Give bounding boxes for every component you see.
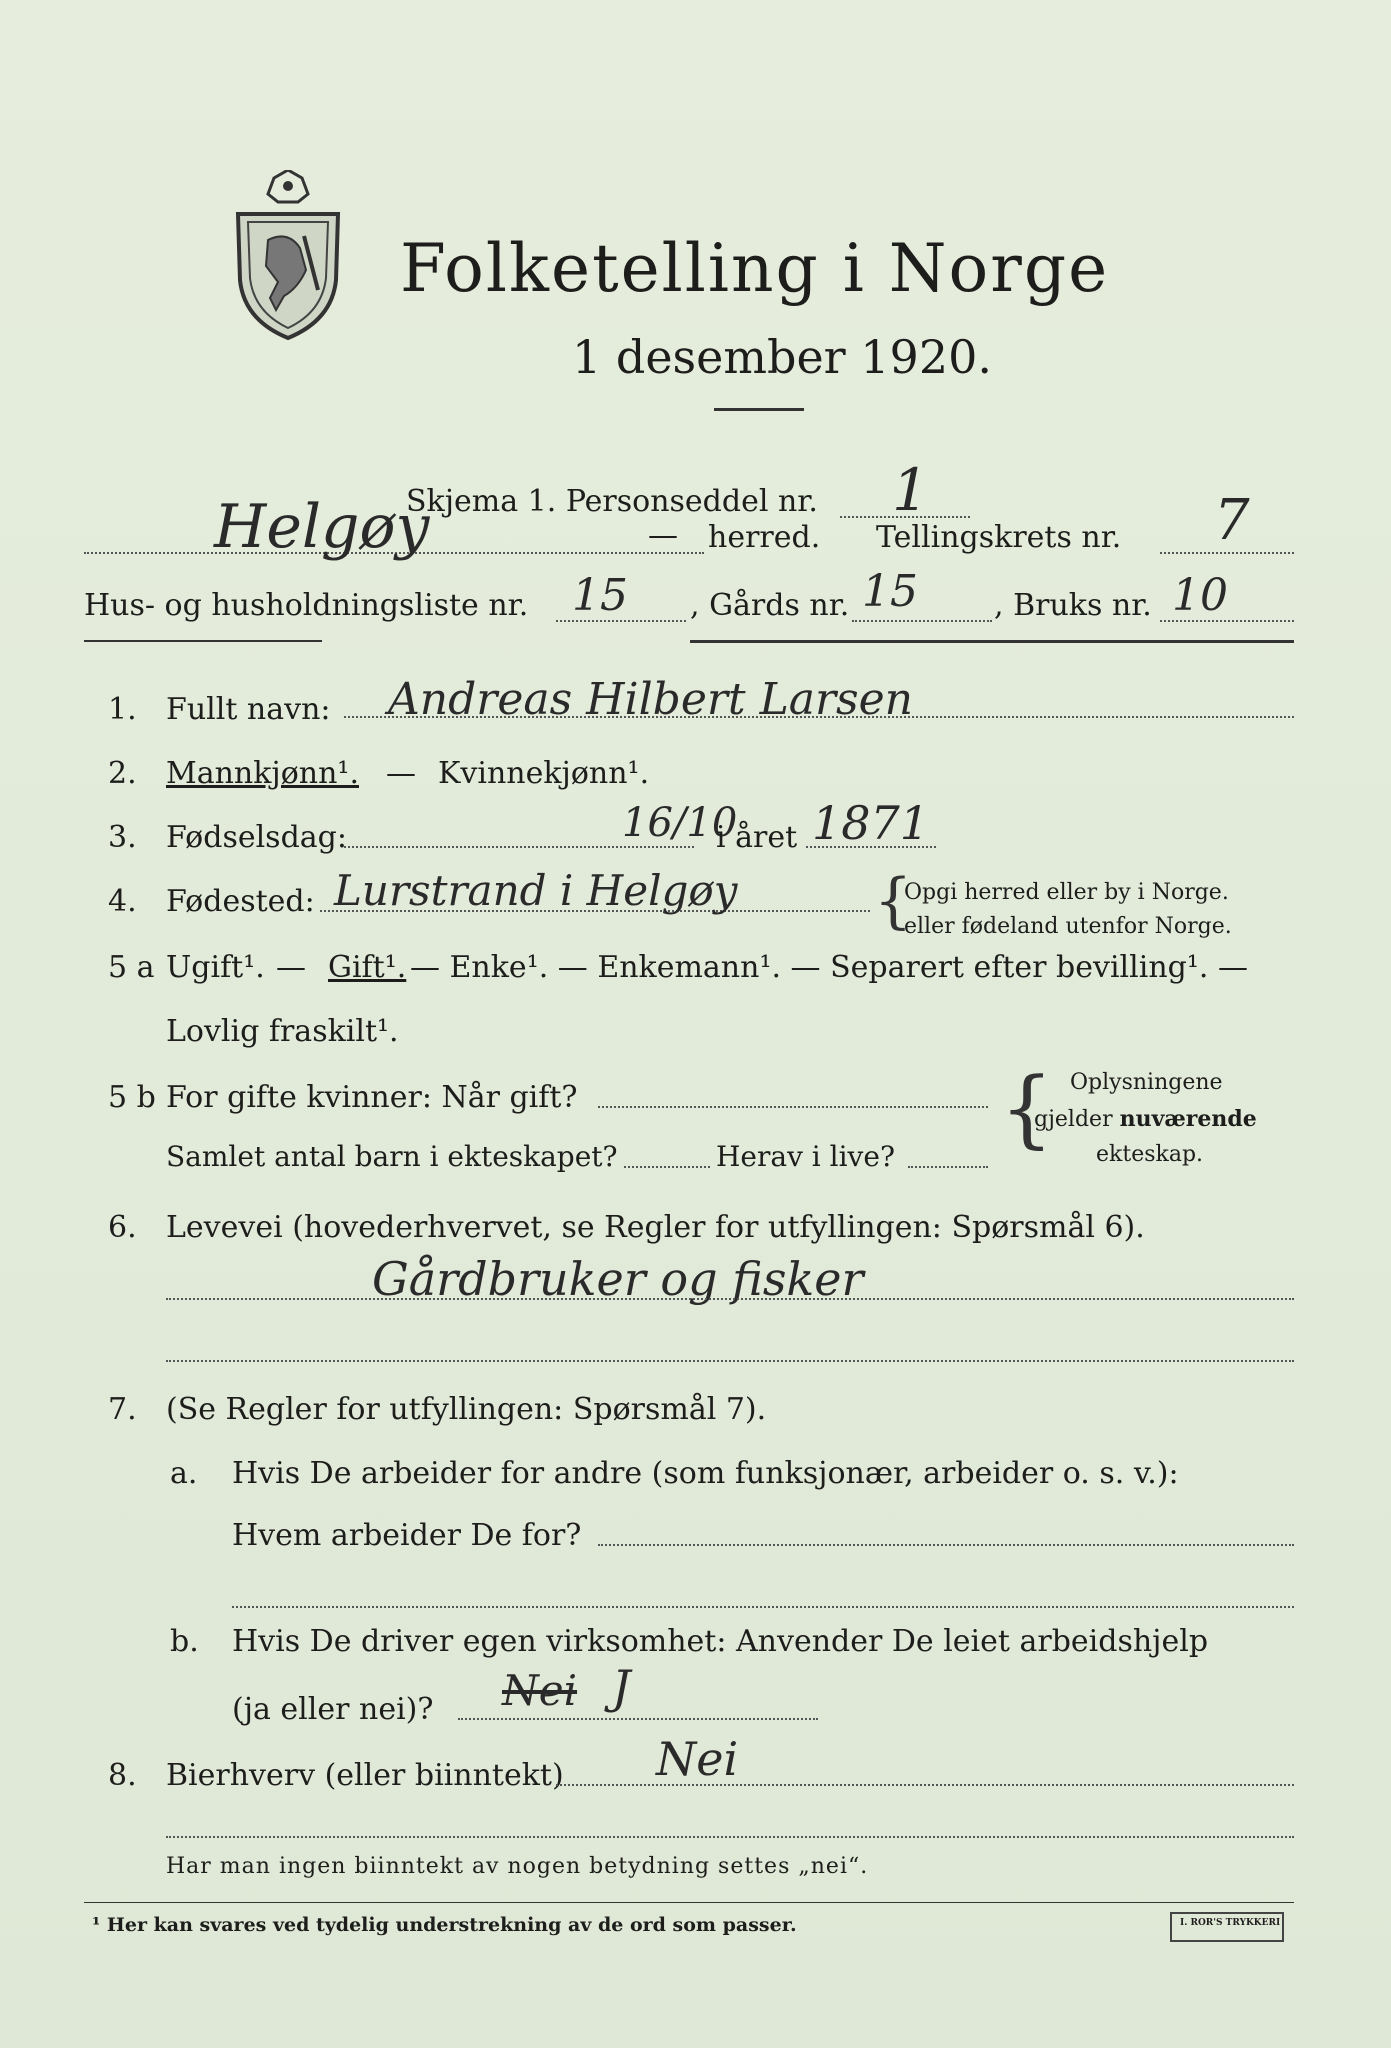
q5b-note-line3: ekteskap. bbox=[1096, 1142, 1204, 1167]
q5b-number: 5 b bbox=[108, 1080, 156, 1115]
q3-dotline-day bbox=[344, 846, 694, 848]
q6-number: 6. bbox=[108, 1210, 137, 1245]
q7b-value: Nei bbox=[502, 1666, 578, 1715]
herred-dash: — bbox=[648, 518, 678, 553]
q6-value: Gårdbruker og fisker bbox=[372, 1252, 864, 1306]
q7b-letter: b. bbox=[170, 1624, 199, 1659]
q6-label: Levevei (hovederhvervet, se Regler for utfyllingen: Spørsmål 6). bbox=[166, 1210, 1145, 1245]
q7-label: (Se Regler for utfyllingen: Spørsmål 7). bbox=[166, 1392, 767, 1427]
q7a-label-hvem: Hvem arbeider De for? bbox=[232, 1518, 582, 1553]
q4-number: 4. bbox=[108, 884, 137, 919]
footer-rule bbox=[84, 1902, 1294, 1903]
page-title: Folketelling i Norge bbox=[400, 230, 1110, 307]
q8-dotline-2 bbox=[166, 1836, 1294, 1838]
q1-value: Andreas Hilbert Larsen bbox=[388, 674, 914, 725]
q5b-label-live: Herav i live? bbox=[716, 1140, 895, 1173]
footnote: ¹ Her kan svares ved tydelig understrekning av de ord som passer. bbox=[92, 1914, 797, 1936]
q5a-number: 5 a bbox=[108, 950, 155, 985]
q5b-note-line2: gjelder nuværende bbox=[1034, 1106, 1257, 1132]
q8-label: Bierhverv (eller biinntekt) bbox=[166, 1758, 564, 1793]
q4-note-line1: Opgi herred eller by i Norge. bbox=[904, 880, 1229, 905]
q3-label: Fødselsdag: bbox=[166, 820, 347, 855]
gards-dotline bbox=[852, 620, 992, 622]
q5a-option-fraskilt: Lovlig fraskilt¹. bbox=[166, 1014, 399, 1049]
q5b-brace: { bbox=[1000, 1059, 1054, 1157]
q3-day: 16/10 bbox=[622, 800, 738, 846]
q1-number: 1. bbox=[108, 692, 137, 727]
tellingskrets-label: Tellingskrets nr. bbox=[876, 520, 1122, 555]
q5b-dotline-2 bbox=[624, 1166, 710, 1168]
census-date: 1 desember 1920. bbox=[572, 330, 992, 384]
q7-number: 7. bbox=[108, 1392, 137, 1427]
gards-value: 15 bbox=[862, 566, 918, 617]
q4-value: Lurstrand i Helgøy bbox=[334, 866, 738, 915]
header-rule-left bbox=[84, 640, 322, 642]
q2-number: 2. bbox=[108, 756, 137, 791]
q5b-label-naar-gift: For gifte kvinner: Når gift? bbox=[166, 1080, 578, 1115]
q7a-dotline-2 bbox=[232, 1606, 1294, 1608]
header-rule-right bbox=[690, 640, 1294, 643]
q5a-options-rest: — Enke¹. — Enkemann¹. — Separert efter bevilling¹. — bbox=[410, 950, 1248, 985]
q4-brace: { bbox=[874, 866, 913, 936]
title-divider bbox=[714, 408, 804, 411]
q5b-dotline-3 bbox=[908, 1166, 988, 1168]
herred-value: Helgøy bbox=[214, 492, 430, 562]
q7b-label-ja-nei: (ja eller nei)? bbox=[232, 1692, 434, 1727]
q8-number: 8. bbox=[108, 1758, 137, 1793]
q7b-dotline bbox=[458, 1718, 818, 1720]
q7b-overwrite: J bbox=[612, 1660, 631, 1714]
q5b-label-barn: Samlet antal barn i ekteskapet? bbox=[166, 1140, 618, 1173]
q6-dotline-1 bbox=[166, 1298, 1294, 1300]
q7a-label: Hvis De arbeider for andre (som funksjonær, arbeider o. s. v.): bbox=[232, 1456, 1179, 1491]
q1-label: Fullt navn: bbox=[166, 692, 331, 727]
hus-label: Hus- og husholdningsliste nr. bbox=[84, 588, 529, 623]
q7a-dotline-1 bbox=[598, 1544, 1294, 1546]
q3-year-label: i året bbox=[716, 820, 798, 855]
q2-male: Mannkjønn¹. bbox=[166, 756, 359, 791]
hus-value: 15 bbox=[572, 570, 628, 621]
q2-female: Kvinnekjønn¹. bbox=[438, 756, 650, 791]
q7a-letter: a. bbox=[170, 1456, 198, 1491]
printer-mark: I. ROR'S TRYKKERI bbox=[1180, 1918, 1281, 1928]
q6-dotline-2 bbox=[166, 1360, 1294, 1362]
tellingskrets-value: 7 bbox=[1214, 488, 1250, 553]
q5b-note-line1: Oplysningene bbox=[1070, 1070, 1223, 1095]
q3-year: 1871 bbox=[812, 796, 930, 850]
q5a-option-gift: Gift¹. bbox=[328, 950, 407, 985]
bruks-value: 10 bbox=[1172, 570, 1228, 621]
herred-label: herred. bbox=[708, 520, 821, 555]
q5b-dotline-1 bbox=[598, 1106, 988, 1108]
q7b-label: Hvis De driver egen virksomhet: Anvender De leiet arbeidshjelp bbox=[232, 1624, 1209, 1659]
q8-value: Nei bbox=[656, 1732, 739, 1786]
bruks-label: , Bruks nr. bbox=[994, 588, 1152, 623]
q4-label: Fødested: bbox=[166, 884, 315, 919]
footer-note: Har man ingen biinntekt av nogen betydning settes „nei“. bbox=[166, 1854, 869, 1879]
q4-note-line2: eller fødeland utenfor Norge. bbox=[904, 914, 1232, 939]
coat-of-arms-icon bbox=[228, 170, 348, 342]
skjema-label: Skjema 1. Personseddel nr. bbox=[406, 484, 818, 519]
gards-label: , Gårds nr. bbox=[690, 588, 850, 623]
q2-separator: — bbox=[386, 756, 416, 791]
q5a-dash: — bbox=[276, 950, 306, 985]
q5a-option-ugift: Ugift¹. bbox=[166, 950, 265, 985]
skjema-value: 1 bbox=[892, 456, 929, 524]
q3-number: 3. bbox=[108, 820, 137, 855]
